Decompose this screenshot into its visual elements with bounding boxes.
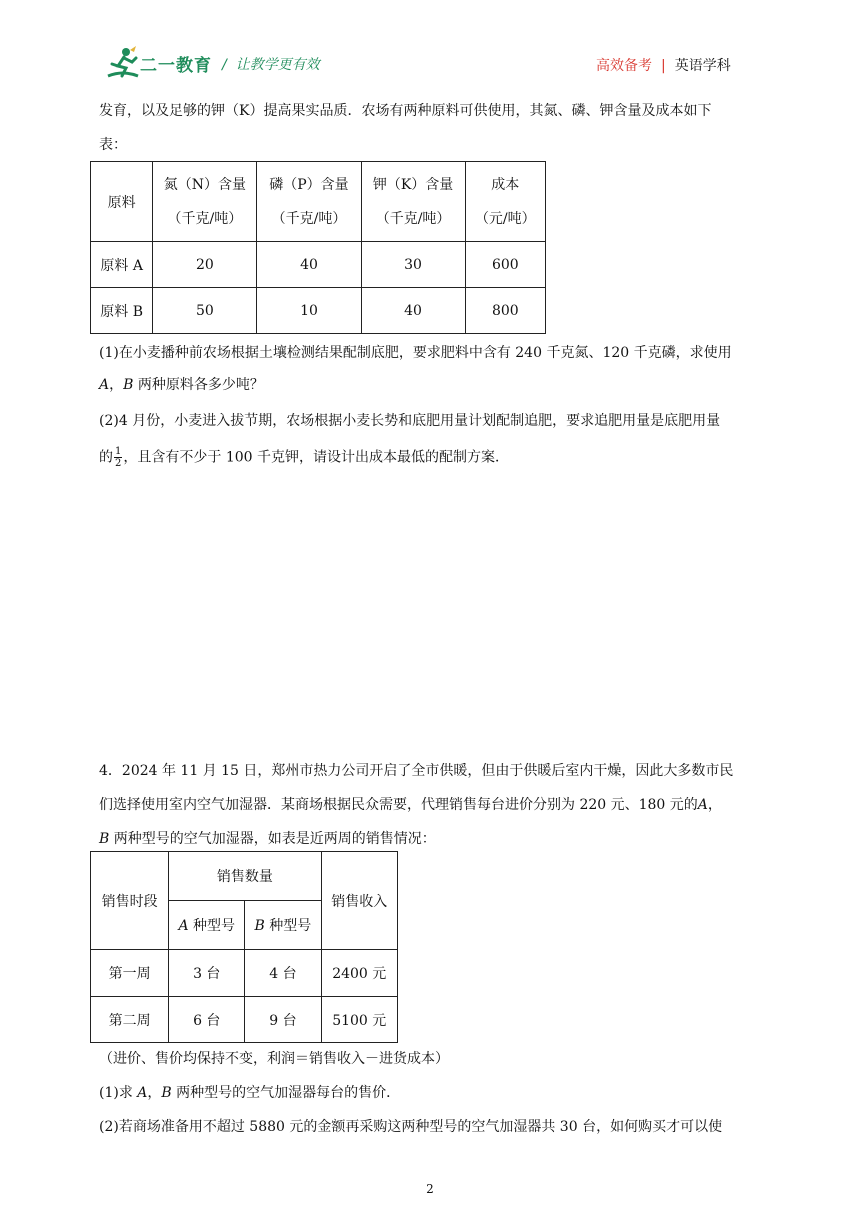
page-header — [0, 0, 860, 90]
q3-intro-line1: 发育，以及足够的钾（K）提高果实品质．农场有两种原料可供使用，其氮、磷、钾含量及成本如下 — [99, 103, 712, 119]
table-cell: 5100 元 — [321, 997, 398, 1043]
header-cell: 销售时段 — [91, 852, 169, 950]
header-right — [596, 55, 731, 75]
table-cell: 6 台 — [169, 997, 245, 1043]
table-cell: 原料 B — [91, 288, 153, 334]
table-header-row — [91, 852, 398, 901]
header-subject: 英语学科 — [674, 58, 731, 74]
table-header-row — [91, 162, 546, 242]
header-cell: 磷（P）含量 （千克/吨） — [257, 162, 361, 242]
table-row — [91, 288, 546, 334]
table-cell: 600 — [465, 242, 545, 288]
slogan-text: 让教学更有效 — [235, 57, 320, 73]
q4-line1: 4．2024 年 11 月 15 日，郑州市热力公司开启了全市供暖，但由于供暖后室内干燥，因此大多数市民 — [99, 763, 734, 779]
slogan: / 让教学更有效 — [222, 57, 320, 73]
table-cell: 第一周 — [91, 950, 169, 997]
fraction-one-half: $\frac{1}{2}$ — [115, 446, 122, 469]
header-separator: | — [661, 58, 666, 74]
header-exam-label: 高效备考 — [596, 58, 652, 74]
q3-part1-line2: A，B 两种原料各多少吨？ — [99, 377, 264, 393]
fertilizer-table — [90, 161, 546, 334]
table-cell: 20 — [153, 242, 257, 288]
table-cell: 30 — [361, 242, 465, 288]
q4-part1: (1)求 A，B 两种型号的空气加湿器每台的售价． — [99, 1085, 401, 1101]
table-cell: 3 台 — [169, 950, 245, 997]
table-cell: 40 — [361, 288, 465, 334]
table-cell: 2400 元 — [321, 950, 398, 997]
q3-part1-line1: (1)在小麦播种前农场根据土壤检测结果配制底肥，要求肥料中含有 240 千克氮、120 千克磷，求使用 — [99, 345, 732, 361]
table-cell: 40 — [257, 242, 361, 288]
q3-intro-line2: 表： — [99, 137, 127, 153]
header-cell: 销售数量 — [169, 852, 321, 901]
table-cell: 9 台 — [245, 997, 321, 1043]
header-cell: 氮（N）含量 （千克/吨） — [153, 162, 257, 242]
q3-part2-line1: (2)4 月份，小麦进入拔节期，农场根据小麦长势和底肥用量计划配制追肥，要求追肥用量是底肥用量 — [99, 413, 721, 429]
sales-table — [90, 851, 398, 1043]
q4-note: （进价、售价均保持不变，利润＝销售收入－进货成本） — [99, 1051, 449, 1067]
q4-line3: B 两种型号的空气加湿器，如表是近两周的销售情况： — [99, 831, 436, 847]
table-cell: 50 — [153, 288, 257, 334]
q4-line2: 们选择使用室内空气加湿器．某商场根据民众需要，代理销售每台进价分别为 220 元、180 元的A， — [99, 797, 722, 813]
logo-text: 二一教育 — [140, 56, 212, 76]
table-cell: 4 台 — [245, 950, 321, 997]
page-number: 2 — [426, 1182, 434, 1196]
table-row — [91, 997, 398, 1043]
header-cell: 原料 — [91, 162, 153, 242]
q3-part2-line2: 的 $\frac{1}{2}$ ，且含有不少于 100 千克钾，请设计出成本最低的配制方案． — [99, 446, 509, 469]
table-cell: 原料 A — [91, 242, 153, 288]
header-cell: B 种型号 — [245, 901, 321, 950]
header-cell: 钾（K）含量 （千克/吨） — [361, 162, 465, 242]
table-row — [91, 242, 546, 288]
q4-part2: (2)若商场准备用不超过 5880 元的金额再采购这两种型号的空气加湿器共 30 台，如何购买才可以使 — [99, 1119, 723, 1135]
header-cell: 成本 （元/吨） — [465, 162, 545, 242]
table-cell: 800 — [465, 288, 545, 334]
table-row — [91, 950, 398, 997]
header-cell: A 种型号 — [169, 901, 245, 950]
table-cell: 第二周 — [91, 997, 169, 1043]
table-cell: 10 — [257, 288, 361, 334]
header-cell: 销售收入 — [321, 852, 398, 950]
